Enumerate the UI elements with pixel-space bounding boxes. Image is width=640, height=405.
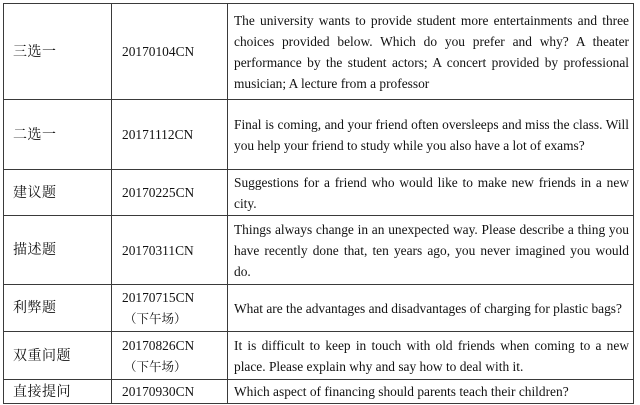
question-type: 二选一	[13, 126, 57, 143]
exam-code-cell	[112, 4, 228, 100]
exam-code-cell	[112, 285, 228, 332]
question-table	[3, 3, 634, 404]
exam-code: 20171112CN	[122, 127, 194, 142]
topic-text: The university wants to provide student more entertainments and three choices provided below. Which do you prefer and why? A theater performance by the student actors; A concert provided by professional musician; A lecture from a professor	[234, 12, 629, 91]
table-row	[4, 285, 634, 332]
topic-cell	[228, 285, 634, 332]
exam-code: 20170225CN	[122, 185, 195, 200]
exam-code-cell	[112, 332, 228, 380]
topic-text: Final is coming, and your friend often oversleeps and miss the class. Will you help your friend to study while you also have a lot of exams?	[234, 116, 629, 153]
table-row	[4, 170, 634, 216]
question-type-cell	[4, 332, 112, 380]
topic-cell	[228, 170, 634, 216]
question-type-cell	[4, 100, 112, 170]
topic-text: It is difficult to keep in touch with old friends when coming to a new place. Please explain why and say how to deal with it.	[234, 337, 629, 374]
session-note: （下午场）	[124, 311, 187, 326]
table-row	[4, 216, 634, 285]
exam-code: 20170715CN	[122, 290, 195, 305]
question-type: 直接提问	[13, 383, 71, 400]
question-type: 双重问题	[13, 347, 71, 364]
question-type: 三选一	[13, 43, 57, 60]
topic-cell	[228, 100, 634, 170]
question-type-cell	[4, 170, 112, 216]
table-row	[4, 4, 634, 100]
exam-code-cell	[112, 216, 228, 285]
topic-text: Which aspect of financing should parents teach their children?	[234, 384, 569, 399]
topic-cell	[228, 4, 634, 100]
exam-code: 20170826CN	[122, 337, 195, 353]
exam-code-cell	[112, 380, 228, 404]
table-row	[4, 380, 634, 404]
question-type-cell	[4, 216, 112, 285]
topic-text: What are the advantages and disadvantages of charging for plastic bags?	[234, 300, 622, 316]
exam-code: 20170311CN	[122, 242, 194, 258]
table-row	[4, 332, 634, 380]
table-row	[4, 100, 634, 170]
question-type: 描述题	[13, 242, 57, 258]
exam-code: 20170104CN	[122, 44, 195, 59]
topic-text: Suggestions for a friend who would like to make new friends in a new city.	[234, 174, 629, 211]
session-note: （下午场）	[124, 358, 187, 374]
exam-code-cell	[112, 170, 228, 216]
question-type: 建议题	[13, 184, 57, 201]
exam-code: 20170930CN	[122, 384, 195, 399]
topic-cell	[228, 216, 634, 285]
topic-cell	[228, 380, 634, 404]
exam-code-cell	[112, 100, 228, 170]
topic-cell	[228, 332, 634, 380]
topic-text: Things always change in an unexpected way. Please describe a thing you have recently done that, ten years ago, you never imagined you would do.	[234, 221, 629, 279]
question-type-cell	[4, 4, 112, 100]
question-type: 利弊题	[13, 300, 57, 316]
question-type-cell	[4, 285, 112, 332]
question-type-cell	[4, 380, 112, 404]
